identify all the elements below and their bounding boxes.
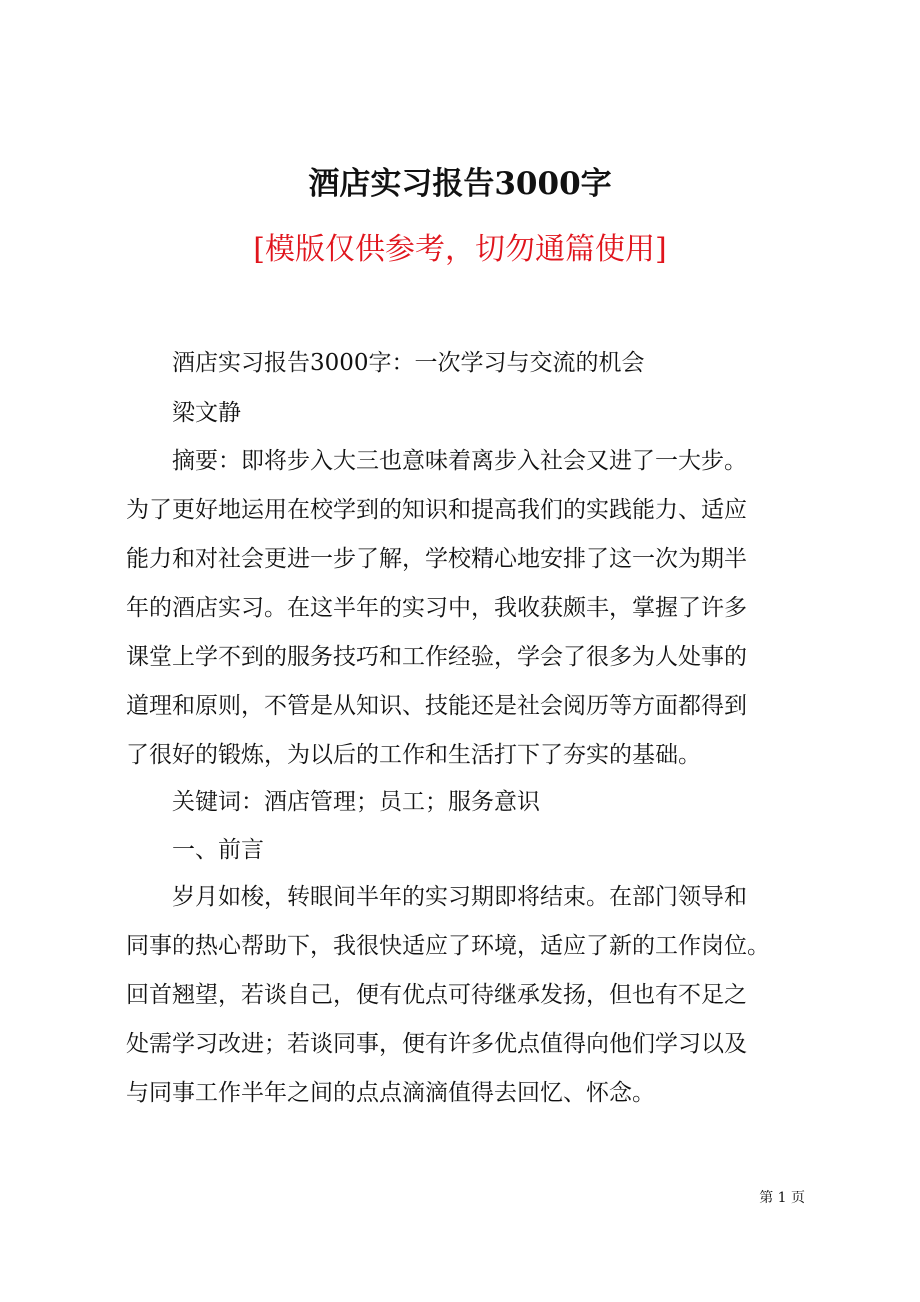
abstract-line: 能力和对社会更进一步了解，学校精心地安排了这一次为期半	[126, 546, 747, 572]
document-title: 酒店实习报告3000字	[308, 166, 612, 202]
abstract-line: 摘要：即将步入大三也意味着离步入社会又进了一大步。	[172, 448, 747, 474]
abstract-line: 年的酒店实习。在这半年的实习中，我收获颇丰，掌握了许多	[126, 595, 747, 621]
body-line: 与同事工作半年之间的点点滴滴值得去回忆、怀念。	[126, 1080, 655, 1106]
keywords-line: 关键词：酒店管理；员工；服务意识	[172, 789, 540, 815]
section-heading: 一、前言	[172, 837, 264, 863]
abstract-line: 了很好的锻炼，为以后的工作和生活打下了夯实的基础。	[126, 742, 701, 768]
article-heading: 酒店实习报告3000字：一次学习与交流的机会	[172, 350, 645, 376]
body-line: 处需学习改进；若谈同事，便有许多优点值得向他们学习以及	[126, 1031, 747, 1057]
abstract-line: 为了更好地运用在校学到的知识和提高我们的实践能力、适应	[126, 497, 747, 523]
template-notice: [模版仅供参考，切勿通篇使用]	[253, 232, 667, 267]
abstract-line: 道理和原则，不管是从知识、技能还是社会阅历等方面都得到	[126, 693, 747, 719]
body-line: 回首翘望，若谈自己，便有优点可待继承发扬，但也有不足之	[126, 982, 747, 1008]
abstract-line: 课堂上学不到的服务技巧和工作经验，学会了很多为人处事的	[126, 644, 747, 670]
body-line: 同事的热心帮助下，我很快适应了环境，适应了新的工作岗位。	[126, 933, 770, 959]
page-number: 第 1 页	[759, 1190, 805, 1206]
author-name: 梁文静	[172, 400, 241, 426]
body-line: 岁月如梭，转眼间半年的实习期即将结束。在部门领导和	[172, 884, 747, 910]
